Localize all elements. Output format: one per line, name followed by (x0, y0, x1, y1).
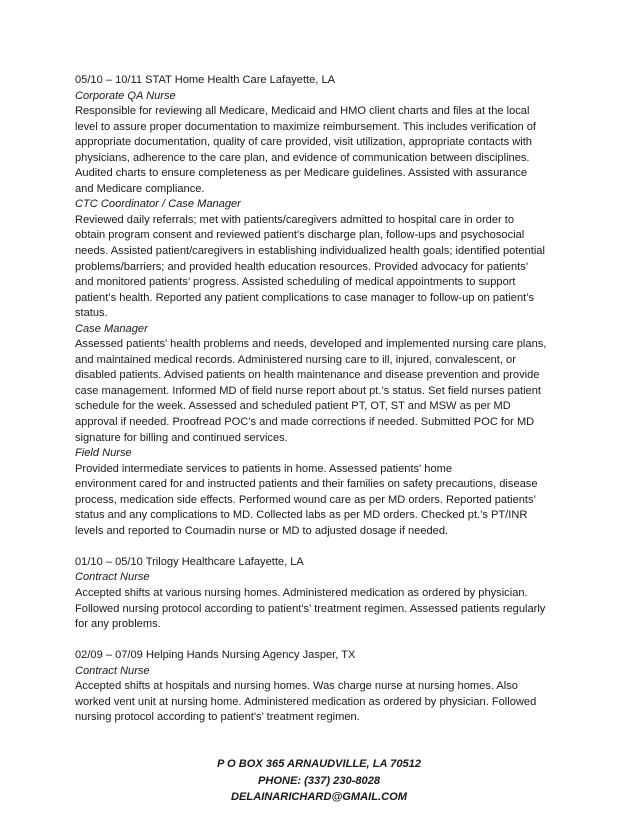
job-description-line: Followed nursing protocol according to patient's’ treatment regimen. Assessed patients regularly (75, 602, 546, 615)
job-description-line: status and any complications to MD. Collected labs as per MD orders. Checked pt.’s PT/INR (75, 509, 528, 522)
footer-phone: PHONE: (337) 230-8028 (257, 774, 381, 787)
job-description-line: obtain program consent and reviewed patient's discharge plan, follow-ups and psychosocial (75, 229, 525, 242)
job-description-line: levels and reported to Coumadin nurse or MD to adjusted dosage if needed. (75, 524, 449, 537)
job-role-title: Corporate QA Nurse (75, 89, 176, 102)
job-description-line: process, medication side effects. Performed wound care as per MD orders. Reported patients’ (75, 493, 537, 506)
job-header: 02/09 – 07/09 Helping Hands Nursing Agency Jasper, TX (75, 649, 356, 662)
job-description-line: nursing protocol according to patient's’ treatment regimen. (75, 711, 360, 724)
job-description-line: disabled patients. Advised patients on health maintenance and disease prevention and provide (75, 369, 540, 382)
job-description-line: Reviewed daily referrals; met with patients/caregivers admitted to hospital care in order to (75, 213, 515, 226)
job-description-line: status. (75, 307, 108, 320)
job-description-line: Accepted shifts at various nursing homes. Administered medication as ordered by physician. (75, 587, 528, 599)
footer-address: P O BOX 365 ARNAUDVILLE, LA 70512 (216, 758, 422, 770)
job-entry (75, 648, 575, 726)
job-role-title: Contract Nurse (75, 571, 150, 584)
job-description-line: worked vent unit at nursing home. Administered medication as ordered by physician. Followed (75, 695, 537, 708)
job-description-line: level to assure proper documentation to maximize reimbursement. This includes verification of (75, 120, 537, 133)
job-description-line: case management. Informed MD of field nurse report about pt.’s status. Set field nurses patient (75, 384, 541, 397)
job-description-line: Audited charts to ensure completeness as per Medicare guidelines. Assisted with assurance (75, 167, 528, 180)
job-description-line: appropriate documentation, quality of care provided, visit utilization, appropriate contacts with (75, 136, 532, 149)
job-description-line: schedule for the week. Assessed and scheduled patient PT, OT, ST and MSW as per MD (75, 400, 511, 413)
job-header: 01/10 – 05/10 Trilogy Healthcare Lafayette, LA (75, 555, 304, 568)
job-entry (75, 73, 575, 539)
job-entry (75, 555, 575, 633)
job-role-title: Field Nurse (75, 447, 132, 460)
job-role-title: CTC Coordinator / Case Manager (75, 198, 241, 211)
job-description-line: Accepted shifts at hospitals and nursing homes. Was charge nurse at nursing homes. Also (75, 680, 518, 693)
job-description-line: Responsible for reviewing all Medicare, Medicaid and HMO client charts and files at the local (75, 105, 530, 118)
job-header: 05/10 – 10/11 STAT Home Health Care Lafayette, LA (75, 74, 336, 86)
job-role-title: Case Manager (75, 322, 148, 335)
contact-footer (0, 756, 638, 806)
job-description-line: and Medicare compliance. (75, 182, 205, 195)
section-spacer (75, 633, 575, 649)
job-role-title: Contract Nurse (75, 664, 150, 677)
job-description-line: and maintained medical records. Administered nursing care to ill, injured, convalescent, or (75, 353, 516, 366)
job-description-line: patient’s health. Reported any patient complications to case manager to follow-up on patient’s (75, 291, 535, 304)
job-description-line: physicians, adherence to the care plan, and evidence of communication between disciplines. (75, 151, 530, 164)
job-description-line: environment cared for and instructed patients and their families on safety precautions, disease (75, 478, 538, 491)
resume-page (75, 73, 575, 726)
job-description-line: needs. Assisted patient/caregivers in establishing individualized health goals; identified potential (75, 245, 545, 258)
job-description-line: Assessed patients’ health problems and needs, developed and implemented nursing care plans, (75, 338, 547, 351)
job-description-line: and monitored patients’ progress. Assisted scheduling of medical appointments to support (75, 276, 516, 289)
job-description-line: problems/barriers; and provided health education resources. Provided advocacy for patients’ (75, 260, 529, 273)
job-description-line: for any problems. (75, 618, 161, 631)
footer-email: DELAINARICHARD@GMAIL.COM (231, 791, 407, 803)
section-spacer (75, 539, 575, 555)
job-description-line: approval if needed. Proofread POC’s and made corrections if needed. Submitted POC for MD (75, 416, 535, 429)
job-description-line: Provided intermediate services to patients in home. Assessed patients' home (75, 462, 453, 475)
job-description-line: signature for billing and continued services. (75, 431, 288, 444)
